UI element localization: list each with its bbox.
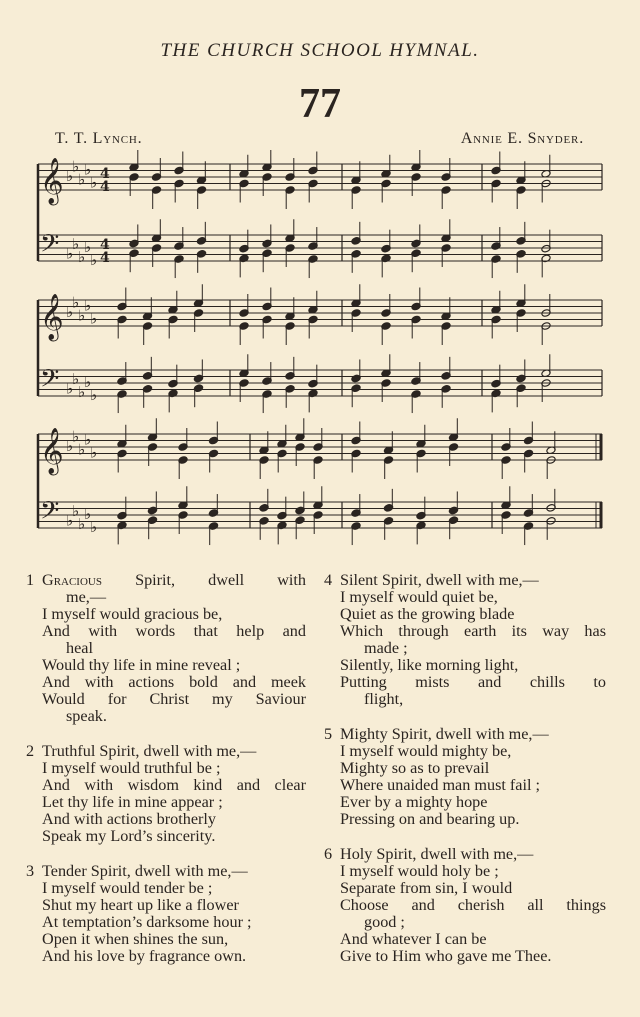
stanza-number: 6 (324, 845, 333, 863)
verse-text: me,— (66, 588, 107, 606)
verse-line (340, 931, 606, 948)
verse-line (42, 623, 306, 640)
verse-text: Speak my Lord’s sincerity. (42, 827, 216, 845)
verse-line (26, 743, 306, 760)
flat-icon: ♭ (90, 251, 98, 269)
verse-line (42, 708, 306, 725)
treble-clef-icon: 𝄞 (40, 294, 64, 340)
verse-text: Holy Spirit, dwell with me,— (340, 845, 534, 863)
stanza-3 (26, 862, 306, 965)
flat-icon: ♭ (72, 369, 80, 388)
flat-icon: ♭ (66, 379, 74, 398)
bass-clef-icon: 𝄢 (40, 229, 60, 265)
flat-icon: ♭ (78, 440, 86, 459)
verse-text: I myself would truthful be ; (42, 759, 221, 777)
stanza-5 (324, 725, 606, 828)
stanza-6 (324, 845, 606, 965)
stanza-number: 2 (26, 742, 35, 760)
flat-icon: ♭ (78, 247, 86, 266)
stanza-number: 5 (324, 725, 333, 743)
verse-line (42, 794, 306, 811)
verse-line (324, 572, 606, 589)
flat-icon: ♭ (90, 309, 98, 328)
flat-icon: ♭ (84, 430, 92, 449)
verse-line (340, 897, 606, 914)
flat-icon: ♭ (72, 501, 80, 520)
verse-text: And with actions bold and meek (42, 673, 306, 691)
verse-text: speak. (66, 707, 107, 725)
time-signature-denominator: 4 (100, 179, 110, 195)
verse-line (42, 589, 306, 606)
author-credit: Annie E. Snyder. (460, 130, 584, 147)
verse-line (340, 623, 606, 640)
flat-icon: ♭ (90, 443, 98, 462)
verse-line (340, 657, 606, 674)
verse-line (42, 811, 306, 828)
verse-text: Shut my heart up like a flower (42, 896, 239, 914)
time-signature-numerator: 4 (100, 166, 110, 182)
music-score (30, 150, 610, 570)
flat-icon: ♭ (72, 293, 80, 312)
verse-text: made ; (364, 639, 408, 657)
verse-text: Mighty so as to prevail (340, 759, 490, 777)
flat-icon: ♭ (66, 303, 74, 321)
verse-line (42, 897, 306, 914)
verse-line (42, 606, 306, 623)
flat-icon: ♭ (90, 173, 98, 192)
verse-text: heal (66, 639, 93, 657)
verse-line (26, 572, 306, 589)
flat-icon: ♭ (72, 157, 80, 176)
bass-clef-icon: 𝄢 (40, 364, 60, 400)
verse-text: Which through earth its way has (340, 622, 606, 640)
verse-text: And his love by fragrance own. (42, 947, 247, 965)
stanza-number: 3 (26, 862, 35, 880)
verse-text: flight, (364, 690, 404, 708)
verse-text: And whatever I can be (340, 930, 487, 948)
verse-text: Tender Spirit, dwell with me,— (42, 862, 248, 880)
flat-icon: ♭ (72, 427, 80, 446)
verse-text: Silently, like morning light, (340, 656, 519, 674)
verse-text: Where unaided man must fail ; (340, 776, 541, 794)
flat-icon: ♭ (66, 244, 74, 263)
verse-text: I myself would quiet be, (340, 588, 498, 606)
flat-icon: ♭ (66, 437, 74, 455)
verse-line (340, 640, 606, 657)
verse-line (42, 828, 306, 845)
verse-line (42, 880, 306, 897)
verse-line (42, 914, 306, 931)
verse-text: I myself would tender be ; (42, 879, 213, 897)
flat-icon: ♭ (84, 160, 92, 179)
verse-text: Silent Spirit, dwell with me,— (340, 571, 539, 589)
verse-text: Spirit, dwell with (101, 571, 306, 589)
verse-line (340, 948, 606, 965)
hymn-number: 77 (299, 81, 341, 127)
stanza-1 (26, 571, 306, 725)
verse-line (42, 777, 306, 794)
verse-text: I myself would holy be ; (340, 862, 499, 880)
verses-right-column (324, 571, 606, 965)
flat-icon: ♭ (66, 167, 74, 185)
verse-text: And with words that help and (42, 622, 306, 640)
verse-line (340, 674, 606, 691)
time-signature-numerator: 4 (100, 237, 110, 253)
treble-clef-icon: 𝄞 (40, 158, 64, 204)
verse-text: Mighty Spirit, dwell with me,— (340, 725, 549, 743)
verse-line (42, 760, 306, 777)
verse-line (42, 640, 306, 657)
verse-text: Open it when shines the sun, (42, 930, 229, 948)
verse-text: Would for Christ my Saviour (42, 690, 306, 708)
flat-icon: ♭ (78, 306, 86, 325)
verse-text: I myself would gracious be, (42, 605, 223, 623)
verse-text: At temptation’s darksome hour ; (42, 913, 252, 931)
flat-icon: ♭ (90, 518, 98, 536)
verse-text: Would thy life in mine reveal ; (42, 656, 241, 674)
verse-text: Let thy life in mine appear ; (42, 793, 223, 811)
flat-icon: ♭ (84, 505, 92, 523)
verse-text: I myself would mighty be, (340, 742, 512, 760)
verse-line (340, 794, 606, 811)
verse-line (42, 948, 306, 965)
verse-line (340, 914, 606, 931)
flat-icon: ♭ (66, 511, 74, 530)
flat-icon: ♭ (78, 382, 86, 401)
verse-line (340, 743, 606, 760)
verse-line (340, 606, 606, 623)
verse-line (42, 657, 306, 674)
stanza-number: 4 (324, 571, 333, 589)
lead-word: Gracious (42, 571, 102, 589)
flat-icon: ♭ (84, 238, 92, 256)
verse-text: And with actions brotherly (42, 810, 216, 828)
verse-text: Putting mists and chills to (340, 673, 606, 691)
verse-text: And with wisdom kind and clear (42, 776, 306, 794)
verse-text: Separate from sin, I would (340, 879, 513, 897)
flat-icon: ♭ (84, 373, 92, 391)
verse-line (340, 777, 606, 794)
verse-text: Ever by a mighty hope (340, 793, 488, 811)
verse-line (42, 674, 306, 691)
verse-line (42, 931, 306, 948)
verse-text: Quiet as the growing blade (340, 605, 515, 623)
flat-icon: ♭ (72, 234, 80, 253)
verse-text: Give to Him who gave me Thee. (340, 947, 552, 965)
verse-line (340, 863, 606, 880)
stanza-2 (26, 742, 306, 845)
verse-line (42, 691, 306, 708)
bass-clef-icon: 𝄢 (40, 496, 60, 532)
treble-clef-icon: 𝄞 (40, 428, 64, 474)
verse-line (340, 811, 606, 828)
flat-icon: ♭ (84, 296, 92, 315)
flat-icon: ♭ (78, 514, 86, 533)
flat-icon: ♭ (90, 386, 98, 404)
verse-text: good ; (364, 913, 405, 931)
flat-icon: ♭ (78, 170, 86, 189)
verse-line (340, 691, 606, 708)
verse-line (340, 760, 606, 777)
running-title: THE CHURCH SCHOOL HYMNAL. (160, 40, 480, 61)
time-signature-denominator: 4 (100, 250, 110, 266)
stanza-4 (324, 571, 606, 708)
verses-left-column (26, 571, 306, 965)
verse-line (340, 880, 606, 897)
verse-line (26, 863, 306, 880)
verse-text: Truthful Spirit, dwell with me,— (42, 742, 257, 760)
verse-line (324, 726, 606, 743)
verse-line (340, 589, 606, 606)
verse-line (324, 846, 606, 863)
composer-credit: T. T. Lynch. (55, 130, 143, 147)
stanza-number: 1 (26, 571, 35, 589)
verse-text: Pressing on and bearing up. (340, 810, 520, 828)
verse-text: Choose and cherish all things (340, 896, 606, 914)
